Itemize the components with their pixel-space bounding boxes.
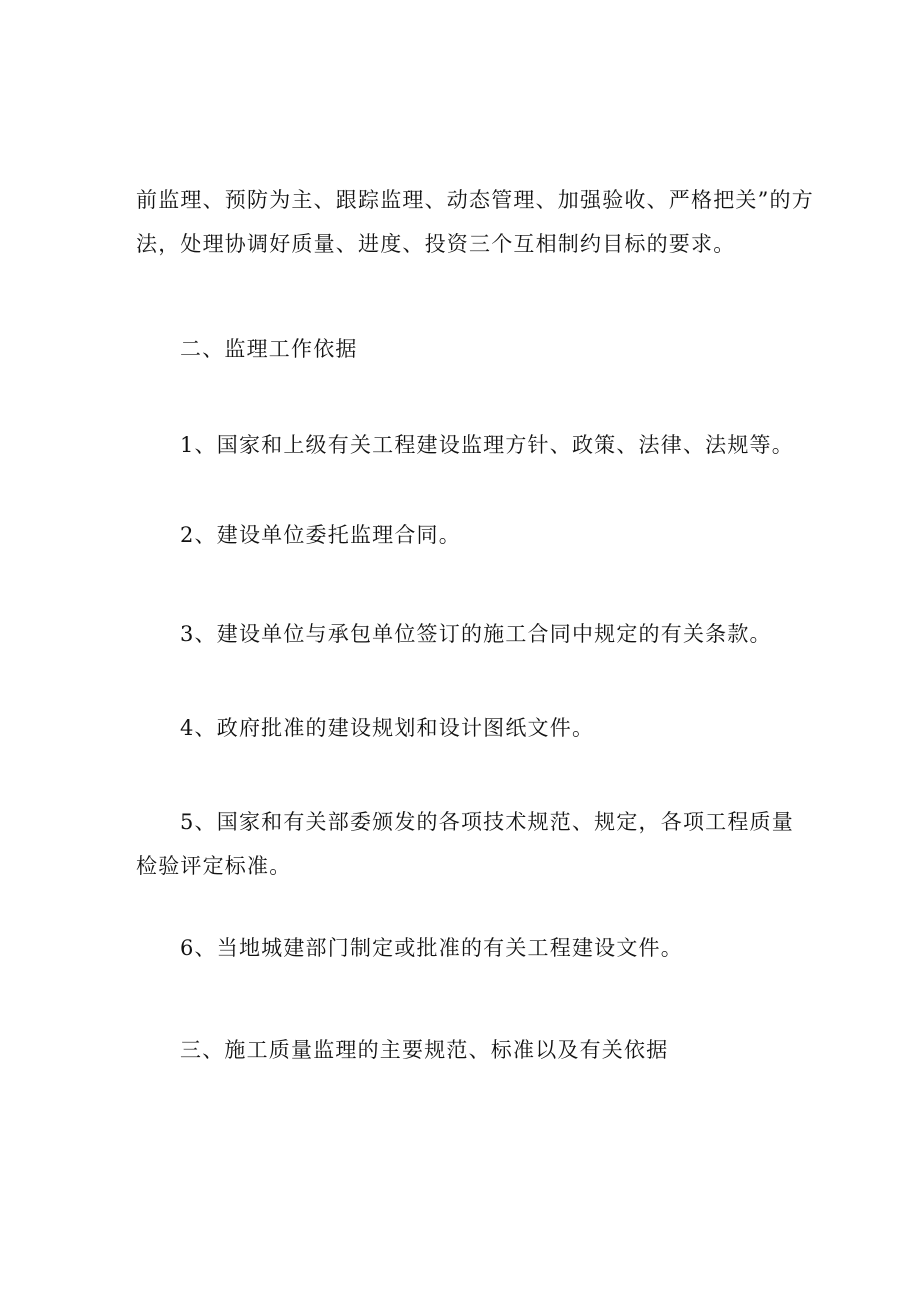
basis-item-2: 2、建设单位委托监理合同。 bbox=[180, 523, 461, 547]
intro-paragraph: 前监理、预防为主、跟踪监理、动态管理、加强验收、严格把关”的方法，处理协调好质量、进度、投资三个互相制约目标的要求。 bbox=[136, 188, 814, 256]
section-heading-quality-standards: 三、施工质量监理的主要规范、标准以及有关依据 bbox=[180, 1038, 669, 1062]
basis-item-3: 3、建设单位与承包单位签订的施工合同中规定的有关条款。 bbox=[180, 622, 772, 646]
basis-item-4: 4、政府批准的建设规划和设计图纸文件。 bbox=[180, 716, 595, 740]
basis-item-1: 1、国家和上级有关工程建设监理方针、政策、法律、法规等。 bbox=[180, 433, 794, 457]
basis-item-6: 6、当地城建部门制定或批准的有关工程建设文件。 bbox=[180, 936, 683, 960]
section-heading-supervision-basis: 二、监理工作依据 bbox=[180, 337, 358, 361]
basis-item-5: 5、国家和有关部委颁发的各项技术规范、规定，各项工程质量检验评定标准。 bbox=[136, 810, 794, 878]
